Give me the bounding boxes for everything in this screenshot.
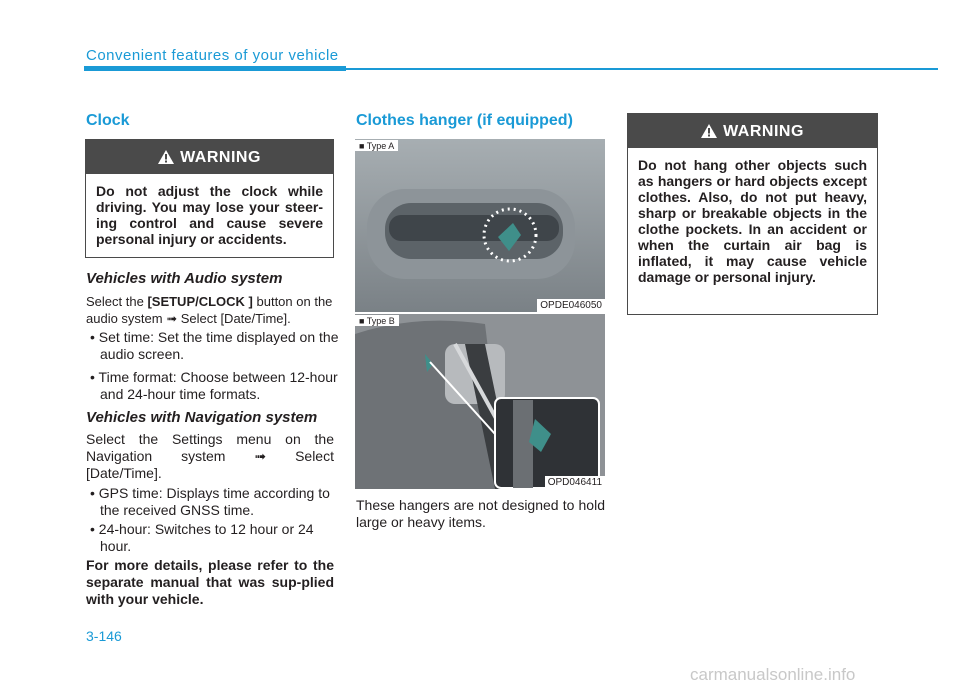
photo-b-code: OPD046411 bbox=[545, 476, 605, 489]
warning-text: Do not adjust the clock while driving. You may lose your steer-ing control and cause severe personal injury or accidents. bbox=[96, 183, 323, 247]
hanger-type-b-illustration bbox=[355, 314, 605, 489]
section-title: Convenient features of your vehicle bbox=[86, 47, 339, 64]
warning-triangle-icon bbox=[158, 150, 174, 164]
audio-bullet-set-time: • Set time: Set the time displayed on the audio screen. bbox=[90, 329, 339, 362]
hanger-text: These hangers are not designed to hold large or heavy items. bbox=[356, 497, 605, 530]
warning-label: WARNING bbox=[180, 149, 261, 166]
navigation-bullet-24-hour: • 24-hour: Switches to 12 hour or 24 hour. bbox=[90, 521, 314, 554]
bullet-text: Set time: Set the time displayed on the audio screen. bbox=[98, 329, 339, 362]
hanger-photo-type-b bbox=[355, 314, 605, 489]
warning-header bbox=[628, 114, 877, 148]
audio-heading: Vehicles with Audio system bbox=[86, 270, 283, 287]
warning-header bbox=[86, 140, 333, 174]
hanger-type-a-illustration bbox=[355, 139, 605, 312]
navigation-note: For more details, please refer to the separate manual that was sup-plied with your vehicle. bbox=[86, 557, 334, 607]
hanger-warning-box bbox=[627, 113, 878, 315]
header-rule-thin bbox=[346, 68, 938, 70]
hanger-photo-type-a bbox=[355, 139, 605, 312]
bullet-text: 24-hour: Switches to 12 hour or 24 hour. bbox=[98, 521, 314, 554]
hanger-title: Clothes hanger (if equipped) bbox=[356, 112, 573, 129]
warning-label: WARNING bbox=[723, 123, 804, 140]
audio-intro-pre: Select the bbox=[86, 294, 148, 309]
warning-triangle-icon bbox=[701, 124, 717, 138]
navigation-heading: Vehicles with Navigation system bbox=[86, 409, 318, 426]
watermark: carmanualsonline.info bbox=[690, 665, 856, 684]
clock-warning-box bbox=[85, 139, 334, 258]
clock-title: Clock bbox=[86, 112, 130, 129]
navigation-intro: Select the Settings menu on the Navigation system ➟ Select [Date/Time]. bbox=[86, 431, 334, 481]
warning-text: Do not hang other objects such as hangers or hard objects except clothes. Also, do not put heavy, sharp or breakable objects in the clothe pockets. In an accident or when the curtain air bag is inflated, it may cause vehicle damage or personal injury. bbox=[638, 157, 867, 285]
audio-intro bbox=[86, 293, 334, 327]
header-rule-thick bbox=[84, 66, 346, 71]
bullet-text: Time format: Choose between 12-hour and 24-hour time formats. bbox=[98, 369, 338, 402]
setup-clock-button-text: [SETUP/CLOCK ] bbox=[147, 294, 253, 309]
audio-intro-post: button on the audio system ➟ Select [Date/Time]. bbox=[86, 294, 333, 326]
photo-a-code: OPDE046050 bbox=[537, 299, 605, 312]
page-number: 3-146 bbox=[86, 628, 122, 644]
navigation-bullet-gps-time: • GPS time: Displays time according to the received GNSS time. bbox=[90, 485, 330, 518]
type-b-label: ■ Type B bbox=[355, 315, 399, 326]
audio-bullet-time-format: • Time format: Choose between 12-hour and 24-hour time formats. bbox=[90, 369, 338, 402]
bullet-text: GPS time: Displays time according to the received GNSS time. bbox=[98, 485, 330, 518]
type-a-label: ■ Type A bbox=[355, 140, 398, 151]
